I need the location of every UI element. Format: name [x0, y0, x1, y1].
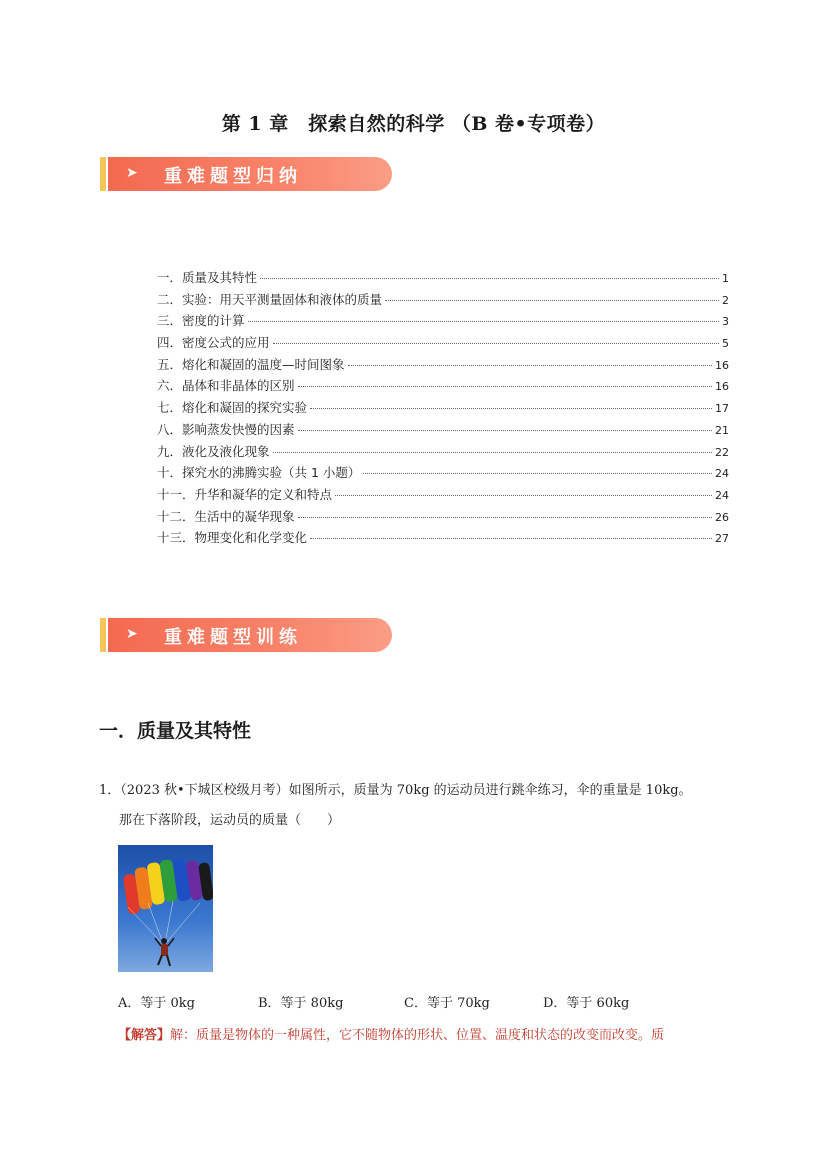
option-a[interactable]: A．等于 0kg [118, 996, 195, 1011]
answer-explanation [118, 1024, 730, 1043]
banner-label: 重难题型训练 [164, 627, 302, 648]
toc-entry[interactable]: 二．实验：用天平测量固体和液体的质量 2 [157, 291, 729, 307]
toc-entry[interactable]: 十二．生活中的凝华现象 26 [157, 508, 729, 524]
toc-entry[interactable]: 十一．升华和凝华的定义和特点 24 [157, 486, 729, 502]
toc-entry[interactable]: 七．熔化和凝固的探究实验 17 [157, 400, 729, 416]
answer-text: 解：质量是物体的一种属性，它不随物体的形状、位置、温度和状态的改变而改变。质 [170, 1028, 665, 1043]
question-text-line: 1．（2023 秋•下城区校级月考）如图所示，质量为 70kg 的运动员进行跳伞练习，伞的重量是 10kg。 [99, 783, 692, 798]
banner-accent-bar [100, 618, 106, 652]
banner-accent-bar [100, 157, 106, 191]
toc-entry[interactable]: 十三．物理变化和化学变化 27 [157, 530, 729, 546]
page-title: 第 1 章 探索自然的科学 （B 卷•专项卷） [221, 113, 606, 135]
option-d[interactable]: D．等于 60kg [543, 996, 630, 1011]
option-b[interactable]: B．等于 80kg [258, 996, 344, 1011]
section-heading: 一．质量及其特性 [99, 720, 252, 742]
toc-entry[interactable]: 十．探究水的沸腾实验（共 1 小题） 24 [157, 465, 729, 481]
parachute-photo [118, 845, 213, 972]
toc-entry[interactable]: 六．晶体和非晶体的区别 16 [157, 378, 729, 394]
banner-label: 重难题型归纳 [164, 166, 302, 187]
question-1 [99, 776, 739, 836]
arrow-icon: ➤ [126, 626, 138, 642]
toc-entry[interactable]: 一．质量及其特性 1 [157, 270, 729, 285]
option-c[interactable]: C．等于 70kg [404, 996, 490, 1011]
section-banner-summary [100, 157, 392, 191]
toc-entry[interactable]: 九．液化及液化现象 22 [157, 443, 729, 459]
section-banner-training [100, 618, 392, 652]
table-of-contents [157, 268, 729, 550]
question-text-line: 那在下落阶段，运动员的质量（ ） [119, 813, 341, 828]
toc-entry[interactable]: 四．密度公式的应用 5 [157, 335, 729, 351]
toc-entry[interactable]: 三．密度的计算 3 [157, 313, 729, 329]
arrow-icon: ➤ [126, 165, 138, 181]
toc-entry[interactable]: 五．熔化和凝固的温度—时间图象 16 [157, 356, 729, 372]
answer-tag: 【解答】 [118, 1028, 171, 1043]
toc-entry[interactable]: 八．影响蒸发快慢的因素 21 [157, 421, 729, 437]
